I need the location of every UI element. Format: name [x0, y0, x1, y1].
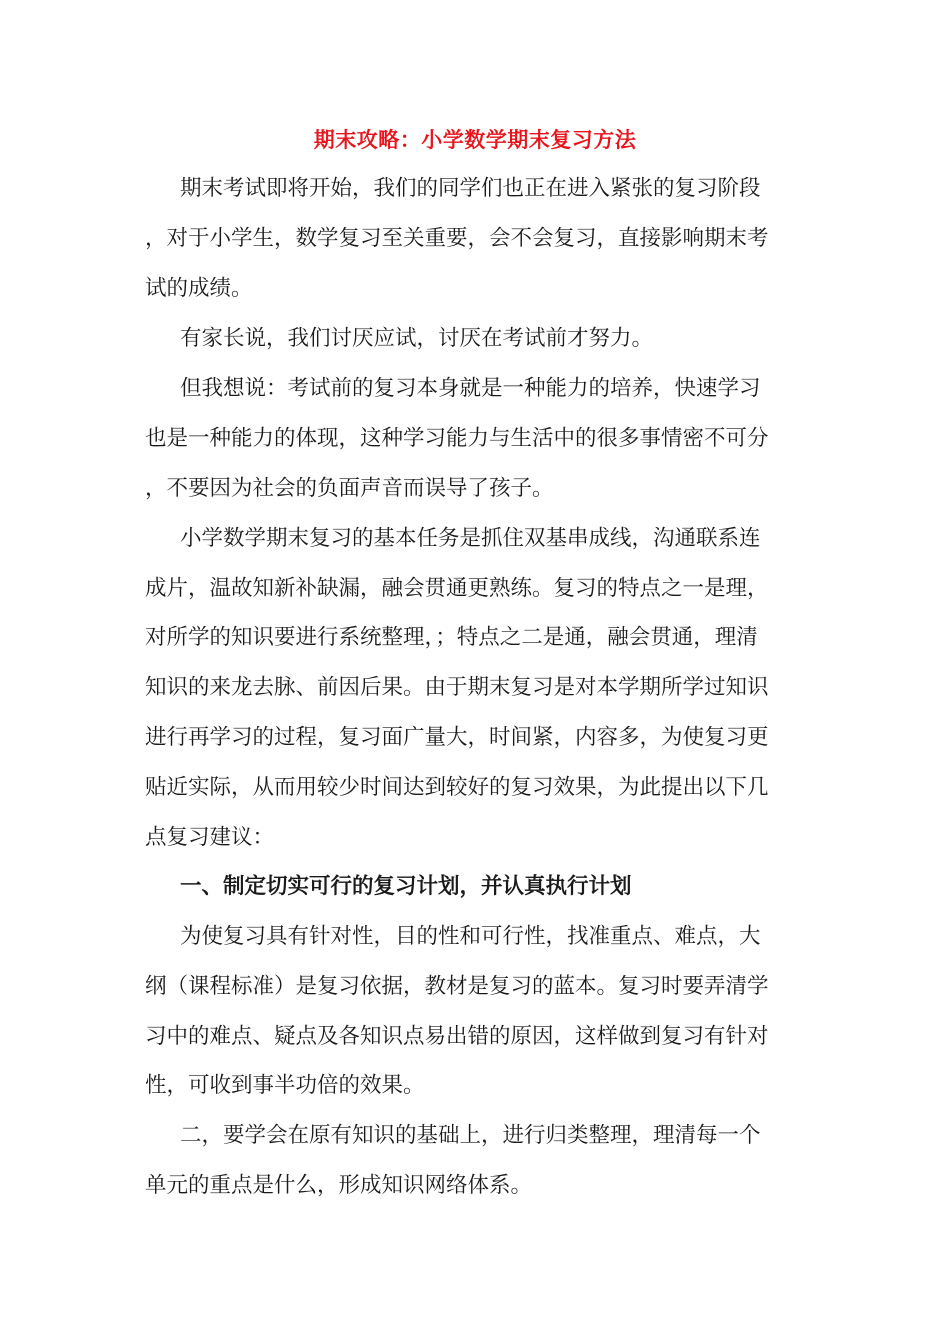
text-line: 成片，温故知新补缺漏，融会贯通更熟练。复习的特点之一是理， — [145, 576, 769, 601]
text-line: 点复习建议： — [145, 825, 275, 850]
text-line: 知识的来龙去脉、前因后果。由于期末复习是对本学期所学过知识 — [145, 675, 769, 700]
section-heading: 一、制定切实可行的复习计划，并认真执行计划 — [180, 874, 632, 899]
text-line: 有家长说，我们讨厌应试，讨厌在考试前才努力。 — [180, 326, 654, 351]
text-line: 进行再学习的过程，复习面广量大，时间紧，内容多，为使复习更 — [145, 725, 769, 750]
document-title: 期末攻略：小学数学期末复习方法 — [313, 127, 637, 152]
text-line: ，不要因为社会的负面声音而误导了孩子。 — [145, 476, 554, 501]
text-line: 对所学的知识要进行系统整理，；特点之二是通，融会贯通，理清 — [145, 625, 758, 650]
text-line: 纲（课程标准）是复习依据，教材是复习的蓝本。复习时要弄清学 — [145, 974, 769, 999]
text-line: 为使复习具有针对性，目的性和可行性，找准重点、难点，大 — [180, 924, 761, 949]
text-line: 但我想说：考试前的复习本身就是一种能力的培养，快速学习 — [180, 376, 761, 401]
text-line: 期末考试即将开始，我们的同学们也正在进入紧张的复习阶段 — [180, 176, 761, 201]
text-line: 贴近实际，从而用较少时间达到较好的复习效果，为此提出以下几 — [145, 775, 769, 800]
text-line: 单元的重点是什么，形成知识网络体系。 — [145, 1173, 533, 1198]
text-line: ，对于小学生，数学复习至关重要，会不会复习，直接影响期末考 — [145, 226, 769, 251]
text-line: 习中的难点、疑点及各知识点易出错的原因，这样做到复习有针对 — [145, 1024, 769, 1049]
text-line: 也是一种能力的体现，这种学习能力与生活中的很多事情密不可分 — [145, 426, 769, 451]
text-line: 二，要学会在原有知识的基础上，进行归类整理，理清每一个 — [180, 1123, 761, 1148]
text-line: 性，可收到事半功倍的效果。 — [145, 1073, 425, 1098]
text-line: 试的成绩。 — [145, 276, 253, 301]
text-line: 小学数学期末复习的基本任务是抓住双基串成线，沟通联系连 — [180, 526, 761, 551]
